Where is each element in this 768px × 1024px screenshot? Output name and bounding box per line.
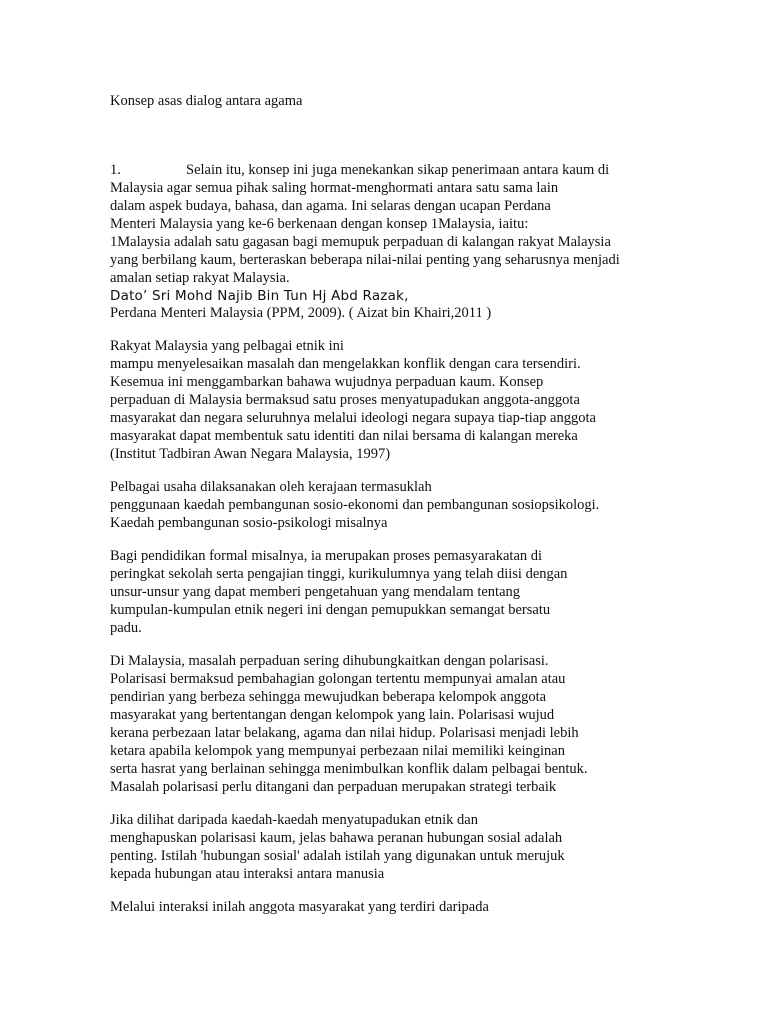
paragraph-line: Melalui interaksi inilah anggota masyarakat yang terdiri daripada xyxy=(110,899,489,915)
paragraph-line: kumpulan-kumpulan etnik negeri ini dengan pemupukkan semangat bersatu xyxy=(110,602,551,618)
paragraph-line: (Institut Tadbiran Awan Negara Malaysia, 1997) xyxy=(110,446,391,462)
paragraph-line: kerana perbezaan latar belakang, agama dan nilai hidup. Polarisasi menjadi lebih xyxy=(110,725,579,741)
paragraph-line: Pelbagai usaha dilaksanakan oleh kerajaan termasuklah xyxy=(110,479,432,495)
paragraph-line: masyarakat dapat membentuk satu identiti dan nilai bersama di kalangan mereka xyxy=(110,428,578,444)
paragraph-line: masyarakat dan negara seluruhnya melalui ideologi negara supaya tiap-tiap anggota xyxy=(110,410,596,426)
paragraph-line: mampu menyelesaikan masalah dan mengelakkan konflik dengan cara tersendiri. xyxy=(110,356,581,372)
paragraph-line: Bagi pendidikan formal misalnya, ia merupakan proses pemasyarakatan di xyxy=(110,548,543,564)
paragraph-line: Menteri Malaysia yang ke-6 berkenaan dengan konsep 1Malaysia, iaitu: xyxy=(110,216,529,232)
paragraph-line: peringkat sekolah serta pengajian tinggi, kurikulumnya yang telah diisi dengan xyxy=(110,566,568,582)
paragraph-line: padu. xyxy=(110,620,142,636)
document-title: Konsep asas dialog antara agama xyxy=(110,93,303,109)
paragraph-line: Di Malaysia, masalah perpaduan sering dihubungkaitkan dengan polarisasi. xyxy=(110,653,549,669)
paragraph-line: yang berbilang kaum, berteraskan beberapa nilai-nilai penting yang seharusnya menjadi xyxy=(110,252,620,268)
paragraph-line: 1Malaysia adalah satu gagasan bagi memupuk perpaduan di kalangan rakyat Malaysia xyxy=(110,234,611,250)
item-number: 1. xyxy=(110,162,121,178)
paragraph-line: Selain itu, konsep ini juga menekankan sikap penerimaan antara kaum di xyxy=(186,162,610,178)
paragraph-line: Perdana Menteri Malaysia (PPM, 2009). ( Aizat bin Khairi,2011 ) xyxy=(110,305,492,321)
paragraph-line: Jika dilihat daripada kaedah-kaedah menyatupadukan etnik dan xyxy=(110,812,478,828)
paragraph-line: penggunaan kaedah pembangunan sosio-ekonomi dan pembangunan sosiopsikologi. xyxy=(110,497,600,513)
paragraph-line: Kaedah pembangunan sosio-psikologi misalnya xyxy=(110,515,388,531)
paragraph-line: Malaysia agar semua pihak saling hormat-menghormati antara satu sama lain xyxy=(110,180,559,196)
signature-name-line: Dato’ Sri Mohd Najib Bin Tun Hj Abd Razak, xyxy=(110,288,409,304)
paragraph-line: perpaduan di Malaysia bermaksud satu proses menyatupadukan anggota-anggota xyxy=(110,392,580,408)
paragraph-line: masyarakat yang bertentangan dengan kelompok yang lain. Polarisasi wujud xyxy=(110,707,555,723)
paragraph-line: ketara apabila kelompok yang mempunyai perbezaan nilai memiliki keinginan xyxy=(110,743,565,759)
paragraph-line: unsur-unsur yang dapat memberi pengetahuan yang mendalam tentang xyxy=(110,584,521,600)
paragraph-line: Kesemua ini menggambarkan bahawa wujudnya perpaduan kaum. Konsep xyxy=(110,374,544,390)
paragraph-line: serta hasrat yang berlainan sehingga menimbulkan konflik dalam pelbagai bentuk. xyxy=(110,761,588,777)
paragraph-line: kepada hubungan atau interaksi antara manusia xyxy=(110,866,385,882)
paragraph-line: amalan setiap rakyat Malaysia. xyxy=(110,270,290,286)
paragraph-line: Polarisasi bermaksud pembahagian golongan tertentu mempunyai amalan atau xyxy=(110,671,566,687)
paragraph-line: Masalah polarisasi perlu ditangani dan perpaduan merupakan strategi terbaik xyxy=(110,779,557,795)
paragraph-line: pendirian yang berbeza sehingga mewujudkan beberapa kelompok anggota xyxy=(110,689,547,705)
paragraph-line: penting. Istilah 'hubungan sosial' adalah istilah yang digunakan untuk merujuk xyxy=(110,848,565,864)
paragraph-line: Rakyat Malaysia yang pelbagai etnik ini xyxy=(110,338,344,354)
paragraph-line: menghapuskan polarisasi kaum, jelas bahawa peranan hubungan sosial adalah xyxy=(110,830,563,846)
paragraph-line: dalam aspek budaya, bahasa, dan agama. Ini selaras dengan ucapan Perdana xyxy=(110,198,551,214)
